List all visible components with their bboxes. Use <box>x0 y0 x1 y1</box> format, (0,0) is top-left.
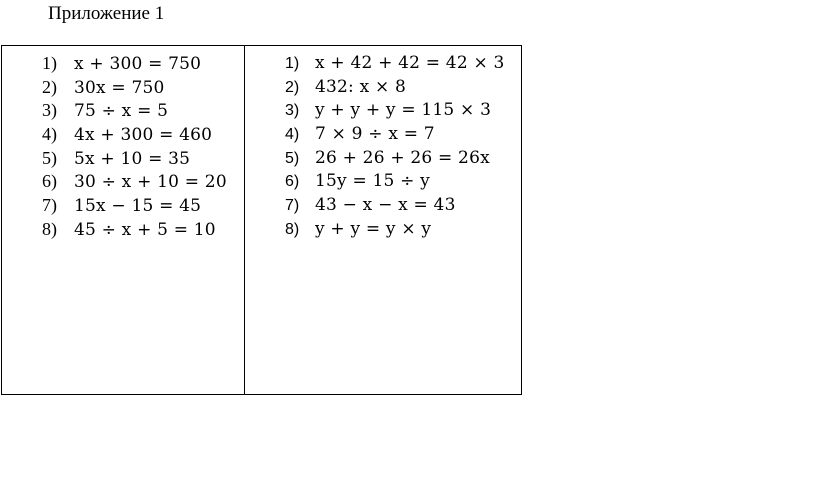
left-equation-2 <box>42 76 227 100</box>
equation-expression: 43 − x − x = 43 <box>315 195 456 216</box>
equation-expression: 26 + 26 + 26 = 26x <box>315 147 490 168</box>
equation-number: 5) <box>285 149 300 167</box>
equation-number: 4) <box>285 126 300 144</box>
left-equation-3 <box>42 99 227 123</box>
equation-number: 5) <box>42 147 57 168</box>
equation-expression: 30 ÷ x + 10 = 20 <box>74 172 227 193</box>
equation-expression: 75 ÷ x = 5 <box>74 101 169 122</box>
equation-number: 8) <box>285 220 300 238</box>
equation-expression: 15x − 15 = 45 <box>74 196 202 217</box>
left-equation-list <box>42 52 227 242</box>
left-equation-5 <box>42 147 227 171</box>
right-equation-6 <box>285 170 505 194</box>
equation-expression: 5x + 10 = 35 <box>74 148 191 169</box>
left-equation-6 <box>42 170 227 194</box>
equation-number: 4) <box>42 124 57 145</box>
right-equation-7 <box>285 194 505 218</box>
equation-number: 7) <box>285 197 300 215</box>
equation-expression: x + 42 + 42 = 42 × 3 <box>315 53 505 73</box>
right-equation-list <box>285 52 505 242</box>
equation-number: 6) <box>285 173 300 191</box>
equation-number: 1) <box>42 53 57 73</box>
equation-number: 3) <box>42 100 57 121</box>
task-table <box>1 45 522 395</box>
equation-expression: x + 300 = 750 <box>74 54 202 74</box>
equation-number: 2) <box>42 76 57 97</box>
right-equation-8 <box>285 218 505 242</box>
left-equation-1 <box>42 52 227 76</box>
equation-expression: 7 × 9 ÷ x = 7 <box>315 124 435 145</box>
left-equation-4 <box>42 123 227 147</box>
equation-expression: 30x = 750 <box>74 77 165 98</box>
equation-number: 1) <box>285 55 300 72</box>
equation-expression: y + y + y = 115 × 3 <box>315 100 492 121</box>
right-equation-5 <box>285 147 505 171</box>
right-equation-4 <box>285 123 505 147</box>
left-equation-8 <box>42 218 227 242</box>
equation-expression: 45 ÷ x + 5 = 10 <box>74 219 216 240</box>
equation-number: 3) <box>285 102 300 120</box>
column-divider <box>244 46 245 394</box>
equation-number: 8) <box>42 218 57 239</box>
right-equation-1 <box>285 52 505 76</box>
left-equation-7 <box>42 194 227 218</box>
equation-number: 6) <box>42 171 57 192</box>
equation-number: 7) <box>42 195 57 216</box>
equation-expression: 432: x × 8 <box>315 76 407 97</box>
right-equation-2 <box>285 76 505 100</box>
equation-expression: 4x + 300 = 460 <box>74 125 213 146</box>
equation-number: 2) <box>285 78 300 96</box>
right-equation-3 <box>285 99 505 123</box>
page-title: Приложение 1 <box>48 3 165 24</box>
equation-expression: 15y = 15 ÷ y <box>315 171 430 192</box>
equation-expression: y + y = y × y <box>315 218 432 239</box>
